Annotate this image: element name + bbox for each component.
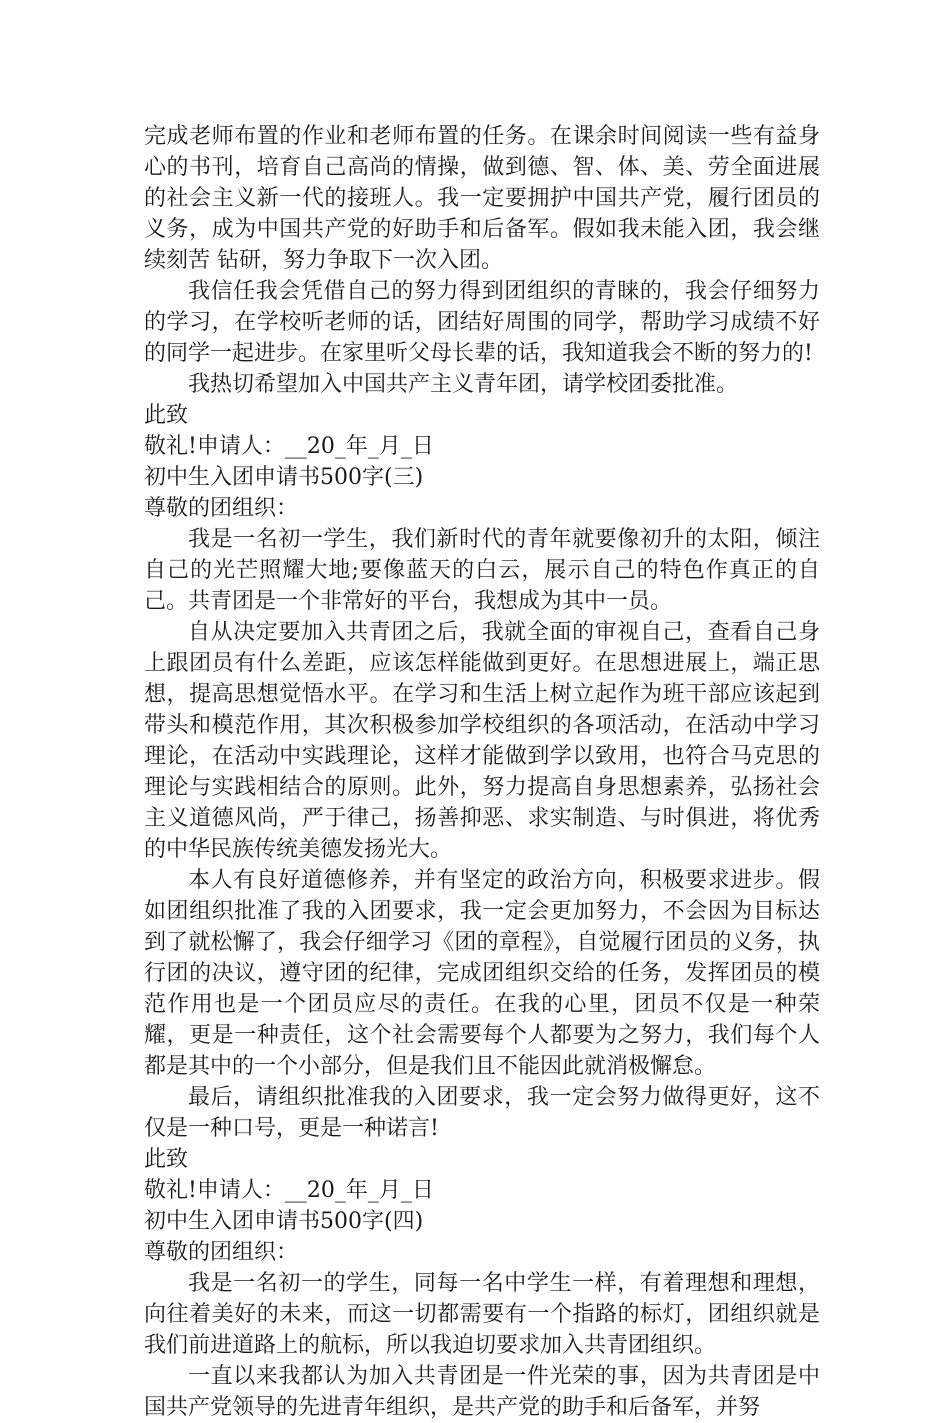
- section-heading: 初中生入团申请书500字(三): [144, 465, 424, 490]
- paragraph: 我热切希望加入中国共产主义青年团，请学校团委批准。: [188, 372, 739, 397]
- closing-salutation: 此致: [144, 403, 189, 428]
- document-body: [144, 121, 820, 1423]
- paragraph: 一直以来我都认为加入共青团是一件光荣的事，因为共青团是中国共产党领导的先进青年组织，是共产党的助手和后备军，并努: [144, 1364, 820, 1420]
- closing-salutation: 此致: [144, 1147, 189, 1172]
- paragraph: 最后，请组织批准我的入团要求，我一定会努力做得更好，这不仅是一种口号，更是一种诺言!: [144, 1085, 820, 1141]
- greeting: 尊敬的团组织：: [144, 1240, 299, 1265]
- greeting: 尊敬的团组织：: [144, 496, 299, 521]
- paragraph: 我信任我会凭借自己的努力得到团组织的青睐的，我会仔细努力的学习，在学校听老师的话，团结好周围的同学，帮助学习成绩不好的同学一起进步。在家里听父母长辈的话，我知道我会不断的努力的!: [144, 279, 820, 366]
- signature-line: 敬礼!申请人：__20_年_月_日: [144, 434, 434, 459]
- paragraph: 我是一名初一学生，我们新时代的青年就要像初升的太阳，倾注自己的光芒照耀大地;要像蓝天的白云，展示自己的特色作真正的自己。共青团是一个非常好的平台，我想成为其中一员。: [144, 527, 820, 614]
- paragraph: 本人有良好道德修养，并有坚定的政治方向，积极要求进步。假如团组织批准了我的入团要求，我一定会更加努力，不会因为目标达到了就松懈了，我会仔细学习《团的章程》，自觉履行团员的义务，执行团的决议，遵守团的纪律，完成团组织交给的任务，发挥团员的模范作用也是一个团员应尽的责任。在我的心里，团员不仅是一种荣耀，更是一种责任，这个社会需要每个人都要为之努力，我们每个人都是其中的一个小部分，但是我们且不能因此就消极懈怠。: [144, 868, 820, 1079]
- paragraph-continuation: 完成老师布置的作业和老师布置的任务。在课余时间阅读一些有益身心的书刊，培育自己高尚的情操，做到德、智、体、美、劳全面进展的社会主义新一代的接班人。我一定要拥护中国共产党，履行团员的义务，成为中国共产党的好助手和后备军。假如我未能入团，我会继续刻苦 钻研，努力争取下一次入团。: [144, 124, 820, 273]
- paragraph: 自从决定要加入共青团之后，我就全面的审视自己，查看自己身上跟团员有什么差距，应该怎样能做到更好。在思想进展上，端正思想，提高思想觉悟水平。在学习和生活上树立起作为班干部应该起到带头和模范作用，其次积极参加学校组织的各项活动，在活动中学习理论，在活动中实践理论，这样才能做到学以致用，也符合马克思的理论与实践相结合的原则。此外，努力提高自身思想素养，弘扬社会主义道德风尚，严于律己，扬善抑恶、求实制造、与时俱进，将优秀的中华民族传统美德发扬光大。: [144, 620, 820, 862]
- paragraph: 我是一名初一的学生，同每一名中学生一样，有着理想和理想，向往着美好的未来，而这一切都需要有一个指路的标灯，团组织就是我们前进道路上的航标，所以我迫切要求加入共青团组织。: [144, 1271, 820, 1358]
- section-heading: 初中生入团申请书500字(四): [144, 1209, 424, 1234]
- signature-line: 敬礼!申请人：__20_年_月_日: [144, 1178, 434, 1203]
